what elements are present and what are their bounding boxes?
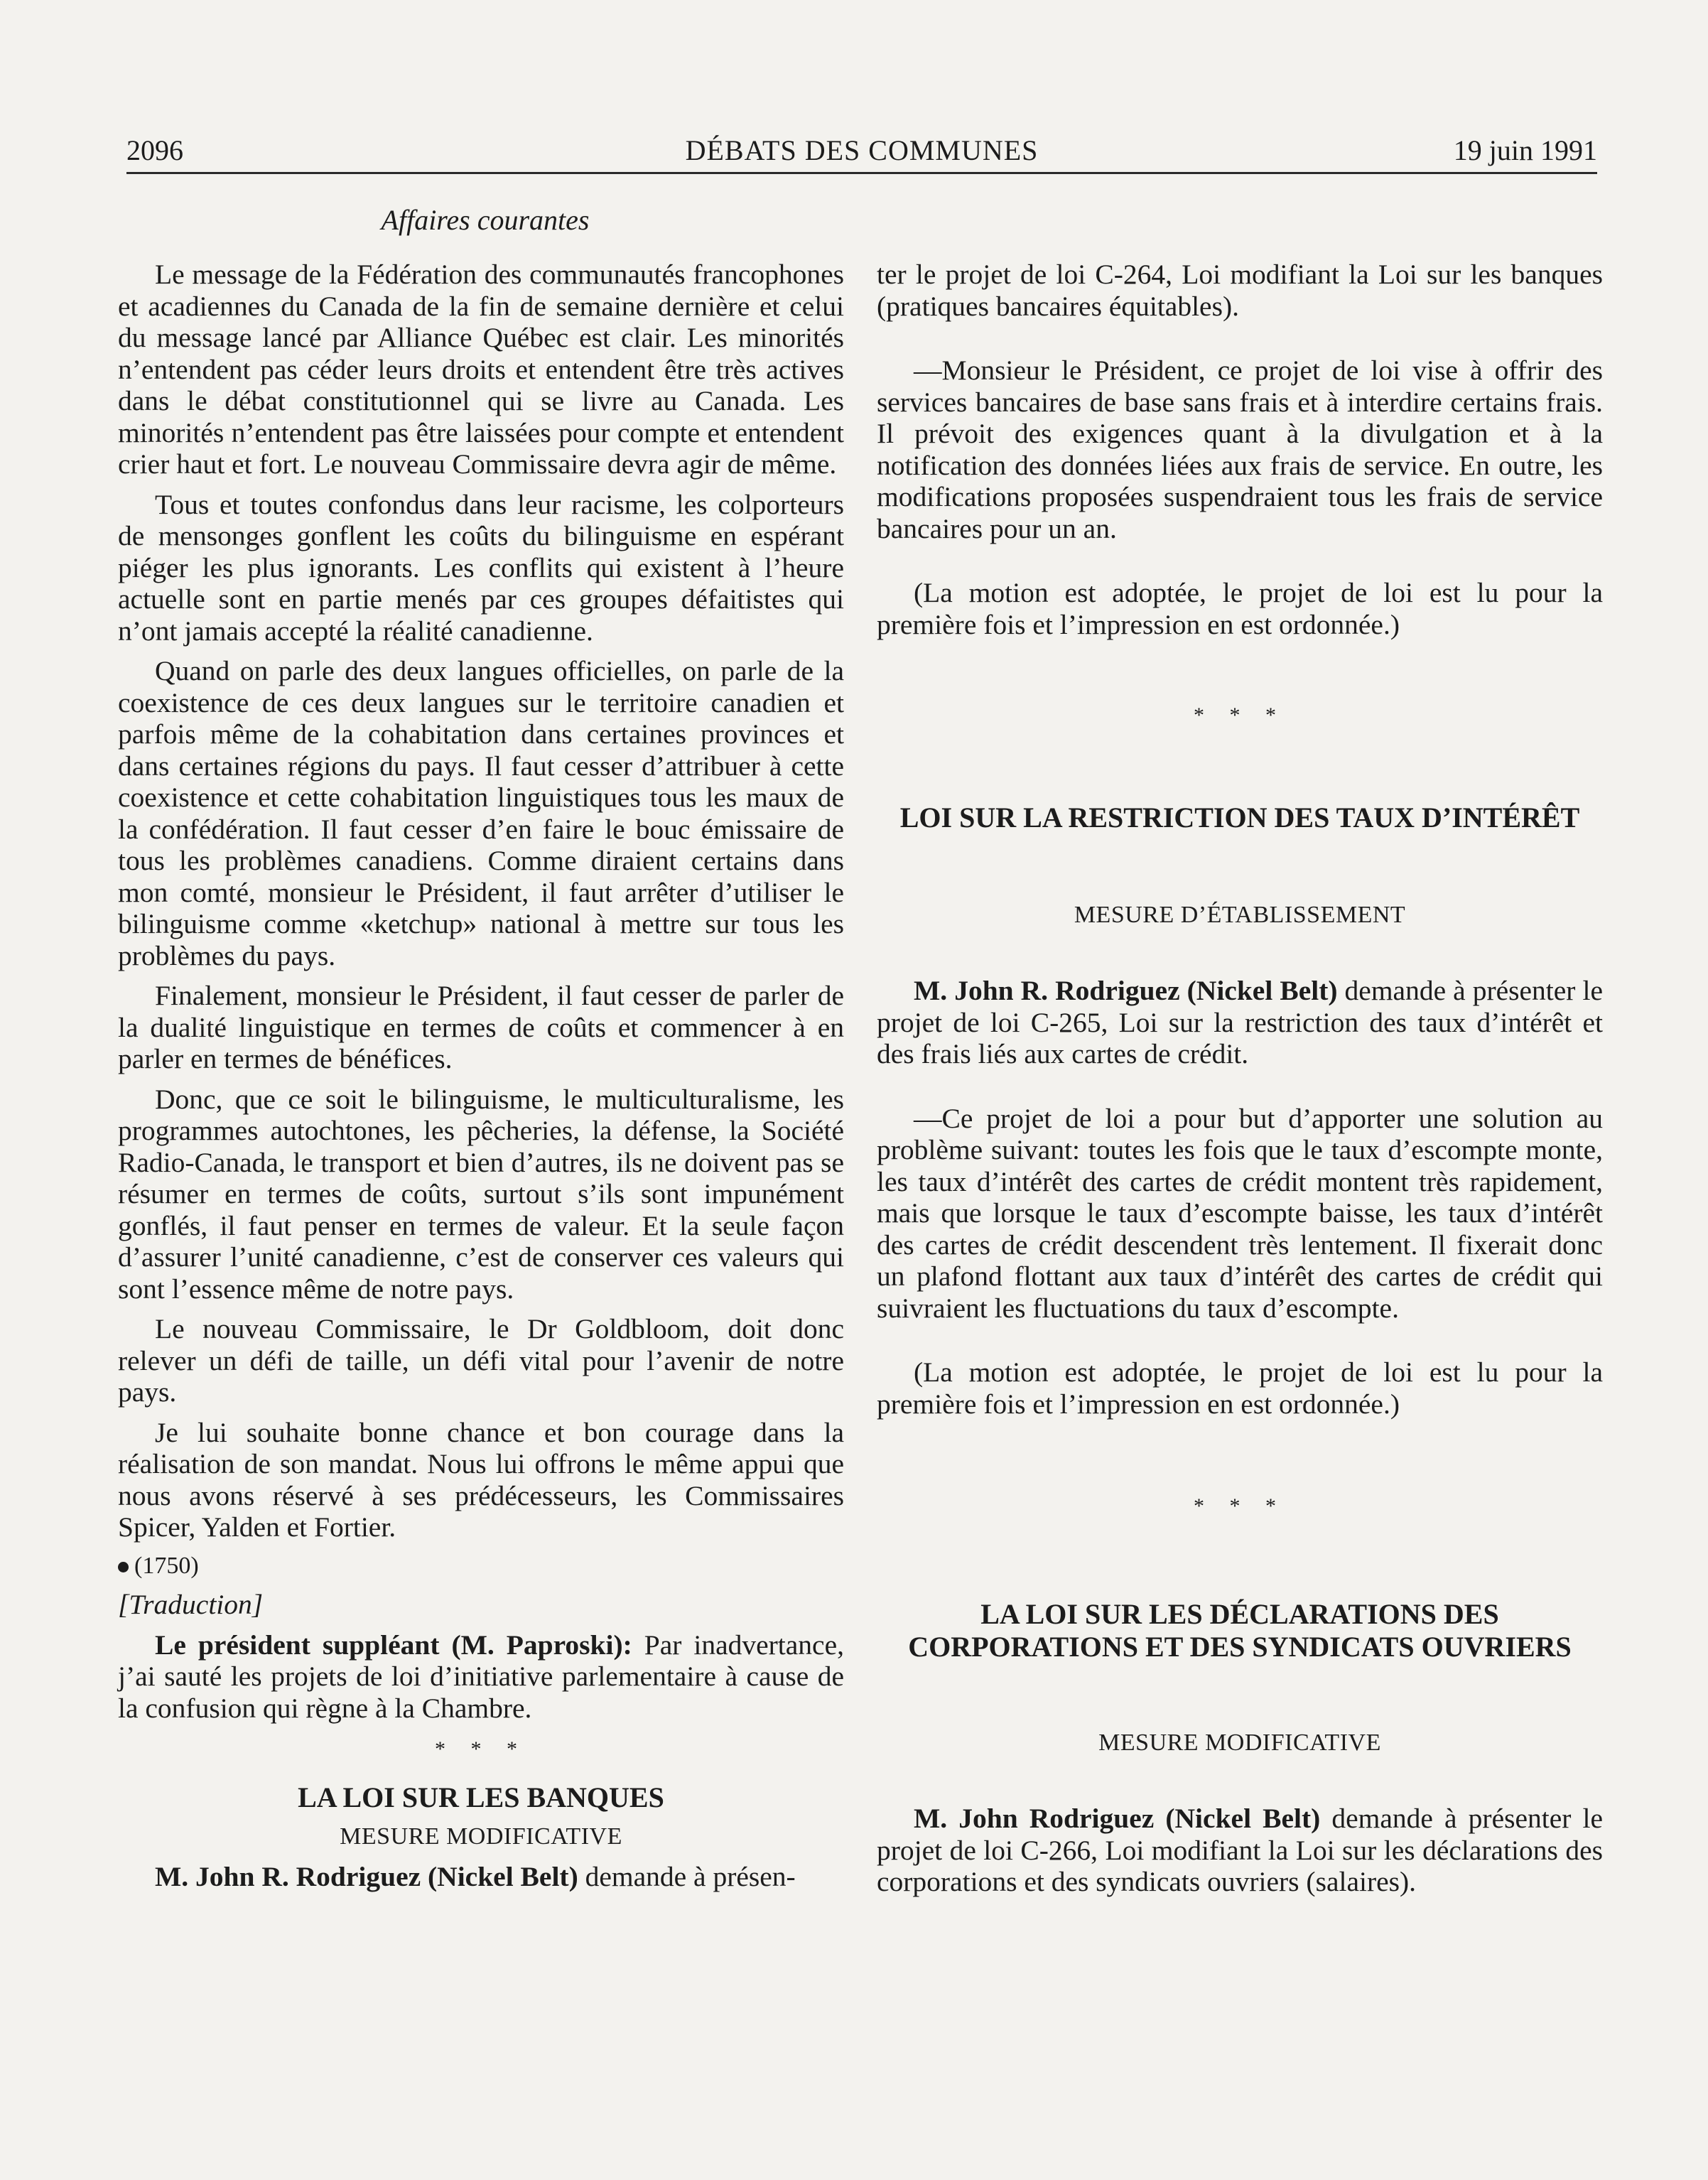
mover-paragraph bbox=[118, 1861, 844, 1893]
paragraph: Quand on parle des deux langues officielles, on parle de la coexistence de ces deux langues sur le territoire canadien et parfois même de la cohabitation dans certaines provinces et dans certaines régions du pays. Il faut cesser d’attribuer à cette coexistence et cette cohabitation linguistiques tous les maux de la confédération. Il faut cesser d’en faire le bouc émissaire de tous les problèmes canadiens. Comme diraient certains dans mon comté, monsieur le Président, il faut arrêter d’utiliser le bilinguisme comme «ketchup» national à mettre sur tous les problèmes du pays. bbox=[118, 655, 844, 971]
continuation-paragraph: ter le projet de loi C-264, Loi modifiant la Loi sur les banques (pratiques bancaires équitables). bbox=[877, 259, 1603, 322]
section-separator: * * * bbox=[435, 1737, 527, 1761]
publication-date: 19 juin 1991 bbox=[1453, 134, 1597, 166]
mover-text: demande à présenter le projet de loi C-265, Loi sur la restriction des taux d’intérêt et des frais liés aux cartes de crédit. bbox=[877, 975, 1603, 1069]
mover-name: M. John Rodriguez (Nickel Belt) bbox=[914, 1803, 1321, 1834]
speaker-name: Le président suppléant (M. Paproski): bbox=[155, 1629, 632, 1661]
time-marker bbox=[118, 1550, 844, 1582]
section-title-line: CORPORATIONS ET DES SYNDICATS OUVRIERS bbox=[908, 1630, 1572, 1663]
section-subtitle: MESURE MODIFICATIVE bbox=[1098, 1729, 1381, 1756]
bullet-icon bbox=[118, 1562, 129, 1572]
section-title: LA LOI SUR LES BANQUES bbox=[298, 1781, 664, 1813]
right-column bbox=[877, 259, 1603, 1898]
mover-name: M. John R. Rodriguez (Nickel Belt) bbox=[155, 1861, 578, 1892]
page-number: 2096 bbox=[126, 134, 183, 166]
mover-paragraph bbox=[877, 1803, 1603, 1898]
section-subtitle: MESURE D’ÉTABLISSEMENT bbox=[1074, 901, 1406, 928]
explanation-paragraph: —Ce projet de loi a pour but d’apporter une solution au problème suivant: toutes les fois que le taux d’escompte monte, les taux d’intérêt des cartes de crédit montent très rapidement, mais que lorsque le taux d’escompte baisse, les taux d’intérêt des cartes de crédit descendent très lentement. Il fixerait donc un plafond flottant aux taux d’intérêt des cartes de crédit qui suivraient les fluctuations du taux d’escompte. bbox=[877, 1102, 1603, 1324]
motion-paragraph: (La motion est adoptée, le projet de loi est lu pour la première fois et l’impression en est ordonnée.) bbox=[877, 1356, 1603, 1420]
motion-paragraph: (La motion est adoptée, le projet de loi est lu pour la première fois et l’impression en est ordonnée.) bbox=[877, 577, 1603, 640]
speaker-text: Par inadvertance, j’ai sauté les projets de loi d’initiative parlementaire à cause de la confusion qui règne à la Chambre. bbox=[118, 1629, 844, 1724]
paragraph: Le message de la Fédération des communautés francophones et acadiennes du Canada de la fin de semaine dernière et celui du message lancé par Alliance Québec est clair. Les minorités n’entendent pas céder leurs droits et entendent être très actives dans le débat constitutionnel qui se livre au Canada. Les minorités n’entendent pas être laissées pour compte et entendent crier haut et fort. Le nouveau Commissaire devra agir de même. bbox=[118, 259, 844, 480]
explanation-paragraph: —Monsieur le Président, ce projet de loi vise à offrir des services bancaires de base sans frais et à interdire certains frais. Il prévoit des exigences quant à la divulgation et à la notification des données liées aux frais de service. En outre, les modifications proposées suspendraient tous les frais de service bancaires pour un an. bbox=[877, 355, 1603, 544]
time-marker-text: (1750) bbox=[134, 1552, 199, 1579]
paragraph: Finalement, monsieur le Président, il faut cesser de parler de la dualité linguistique en termes de coûts et commencer à en parler en termes de bénéfices. bbox=[118, 980, 844, 1074]
mover-paragraph bbox=[877, 975, 1603, 1070]
section-rubric: Affaires courantes bbox=[381, 204, 590, 236]
mover-name: M. John R. Rodriguez (Nickel Belt) bbox=[914, 975, 1338, 1006]
section-separator: * * * bbox=[1194, 703, 1286, 727]
paragraph: Je lui souhaite bonne chance et bon courage dans la réalisation de son mandat. Nous lui offrons le même appui que nous avons réservé à ses prédécesseurs, les Commissaires Spicer, Yalden et Fortier. bbox=[118, 1416, 844, 1543]
publication-title: DÉBATS DES COMMUNES bbox=[685, 134, 1039, 166]
section-title: LOI SUR LA RESTRICTION DES TAUX D’INTÉRÊT bbox=[899, 801, 1580, 833]
left-column bbox=[118, 259, 844, 1893]
section-separator: * * * bbox=[1194, 1494, 1286, 1518]
section-title-line: LA LOI SUR LES DÉCLARATIONS DES bbox=[980, 1597, 1499, 1630]
paragraph: Donc, que ce soit le bilinguisme, le multiculturalisme, les programmes autochtones, les pêcheries, la défense, la Société Radio-Canada, le transport et bien d’autres, ils ne doivent pas se résumer en termes de coûts, surtout s’ils sont impunément gonflés, il faut penser en termes de valeur. Et la seule façon d’assurer l’unité canadienne, c’est de conserver ces valeurs qui sont l’essence même de notre pays. bbox=[118, 1083, 844, 1305]
mover-text: demande à présen- bbox=[585, 1861, 796, 1892]
page-header bbox=[126, 128, 1597, 174]
paragraph: Le nouveau Commissaire, le Dr Goldbloom, doit donc relever un défi de taille, un défi vital pour l’avenir de notre pays. bbox=[118, 1313, 844, 1408]
mover-text: demande à présenter le projet de loi C-266, Loi modifiant la Loi sur les déclarations des corporations et des syndicats ouvriers (salaires). bbox=[877, 1803, 1604, 1897]
paragraph: Tous et toutes confondus dans leur racisme, les colporteurs de mensonges gonflent les coûts du bilinguisme en espérant piéger les plus ignorants. Les conflits qui existent à l’heure actuelle sont en partie menés par ces groupes défaitistes qui n’ont jamais accepté la réalité canadienne. bbox=[118, 488, 844, 647]
section-subtitle: MESURE MODIFICATIVE bbox=[340, 1823, 622, 1850]
speaker-paragraph bbox=[118, 1629, 844, 1725]
translation-note: [Traduction] bbox=[118, 1589, 264, 1620]
